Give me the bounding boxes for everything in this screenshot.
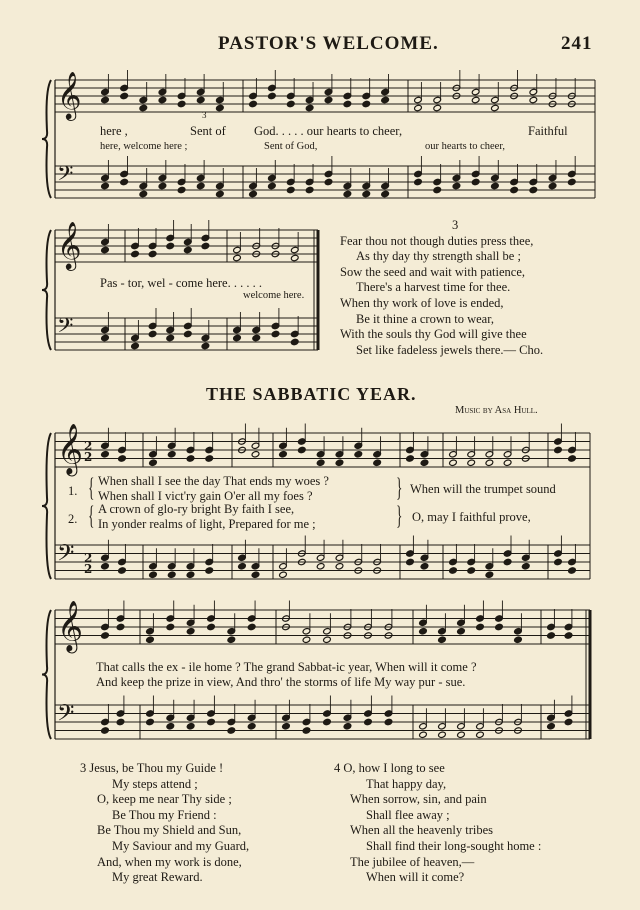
note-head <box>233 334 242 341</box>
note-head <box>467 567 476 574</box>
note-head <box>568 178 577 185</box>
note-head <box>503 558 512 565</box>
note-head <box>101 96 110 103</box>
note-head <box>302 727 311 734</box>
verse-line: When will it come? <box>366 870 465 885</box>
note-head <box>384 718 393 725</box>
note-head <box>514 636 523 643</box>
treble-clef: 𝄞 <box>57 69 82 119</box>
lyric-lower: here, welcome here ; <box>100 141 188 152</box>
system-brace <box>42 433 51 579</box>
brace: { <box>88 473 95 502</box>
note-head <box>335 563 344 570</box>
lyric-line: When shall I vict'ry gain O'er all my foes ? <box>98 489 313 503</box>
note-head <box>233 254 242 261</box>
brace: { <box>88 501 95 530</box>
note-head <box>177 186 186 193</box>
note-head <box>414 178 423 185</box>
verse-line: Be Thou my Shield and Sun, <box>97 823 242 838</box>
note-head <box>166 334 175 341</box>
note-head <box>184 246 193 253</box>
time-signature-top: 2 <box>84 551 93 565</box>
verse-line: Be Thou my Friend : <box>112 807 217 822</box>
note-head <box>406 455 415 462</box>
note-head <box>554 446 563 453</box>
lyric-line: When shall I see the day That ends my woes ? <box>98 474 329 488</box>
note-head <box>323 718 332 725</box>
system-brace <box>42 610 51 739</box>
note-head <box>503 459 512 466</box>
verse-line: Shall flee away ; <box>366 807 450 822</box>
verse-number: 4 <box>334 761 341 775</box>
note-head <box>564 718 573 725</box>
note-head <box>286 186 295 193</box>
bass-clef: 𝄢 <box>57 161 74 192</box>
verse-line: When thy work of love is ended, <box>340 295 504 310</box>
verse-line: Shall find their long-sought home : <box>366 838 542 853</box>
note-head <box>381 96 390 103</box>
verse-line: When sorrow, sin, and pain <box>350 792 487 807</box>
note-head <box>433 186 442 193</box>
note-head <box>547 723 556 730</box>
note-head <box>131 250 140 257</box>
verse-line: Set like fadeless jewels there.— Cho. <box>356 342 544 357</box>
note-head <box>305 104 314 111</box>
note-head <box>495 623 504 630</box>
verse-line: And, when my work is done, <box>97 854 242 869</box>
note-head <box>167 571 176 578</box>
note-head <box>457 731 466 738</box>
verse-line: The jubilee of heaven,— <box>350 854 475 869</box>
verse-line: Fear thou not though duties press thee, <box>340 233 534 248</box>
note-head <box>529 186 538 193</box>
sabbatic-verse-3 <box>80 761 249 886</box>
note-head <box>316 459 325 466</box>
note-head <box>207 623 216 630</box>
note-head <box>302 636 311 643</box>
note-head <box>476 623 485 630</box>
note-head <box>354 451 363 458</box>
note-head <box>186 628 195 635</box>
note-head <box>323 636 332 643</box>
composer-credit: Music by Asa Hull. <box>455 405 538 416</box>
note-head <box>207 718 216 725</box>
note-head <box>491 182 500 189</box>
note-head <box>471 178 480 185</box>
bass-clef: 𝄢 <box>57 540 75 572</box>
note-head <box>139 104 148 111</box>
note-head <box>476 731 485 738</box>
note-head <box>227 727 236 734</box>
note-head <box>471 96 480 103</box>
verse-line: My steps attend ; <box>112 776 198 791</box>
note-head <box>227 636 236 643</box>
note-head <box>364 718 373 725</box>
note-head <box>547 632 556 639</box>
note-head <box>120 92 129 99</box>
note-head <box>568 567 577 574</box>
lyric-line: That calls the ex - ile home ? The grand Sabbat-ic year, When will it come ? <box>96 660 477 674</box>
note-head <box>449 459 458 466</box>
time-signature-top: 2 <box>84 439 93 453</box>
note-head <box>118 455 127 462</box>
note-head <box>419 628 428 635</box>
note-head <box>522 563 531 570</box>
verse-number: 3 <box>80 761 87 775</box>
note-head <box>196 182 205 189</box>
time-signature-bottom: 2 <box>84 450 93 464</box>
brace: } <box>396 473 403 502</box>
note-head <box>116 718 125 725</box>
note-head <box>282 723 291 730</box>
lyric-continuation: O, may I faithful prove, <box>412 510 531 524</box>
note-head <box>196 96 205 103</box>
note-head <box>101 182 110 189</box>
note-head <box>166 623 175 630</box>
note-head <box>158 182 167 189</box>
note-head <box>120 178 129 185</box>
treble-clef: 𝄞 <box>57 600 84 652</box>
note-head <box>146 718 155 725</box>
note-head <box>148 250 157 257</box>
note-head <box>491 104 500 111</box>
note-head <box>419 731 428 738</box>
verse-line-text: Jesus, be Thou my Guide ! <box>89 761 224 775</box>
note-head <box>177 100 186 107</box>
note-head <box>118 567 127 574</box>
triplet-mark: 3 <box>202 110 207 120</box>
note-head <box>101 632 110 639</box>
note-head <box>271 330 280 337</box>
note-head <box>101 334 110 341</box>
lyric-lower: welcome here. <box>243 290 305 301</box>
note-head <box>238 563 247 570</box>
note-head <box>406 558 415 565</box>
lyric-lower: our hearts to cheer, <box>425 141 506 152</box>
note-head <box>149 571 158 578</box>
page-number: 241 <box>561 33 593 54</box>
brace: } <box>396 501 403 530</box>
note-head <box>247 623 256 630</box>
lyric-upper: Sent of <box>190 124 226 138</box>
note-head <box>485 459 494 466</box>
note-head <box>414 104 423 111</box>
note-head <box>101 563 110 570</box>
hymn-title: THE SABBATIC YEAR. <box>206 384 417 404</box>
note-head <box>249 100 258 107</box>
treble-clef: 𝄞 <box>57 423 84 475</box>
note-head <box>335 459 344 466</box>
note-head <box>247 723 256 730</box>
verse-line: As thy day thy strength shall be ; <box>356 249 521 264</box>
note-head <box>149 459 158 466</box>
time-signature-bottom: 2 <box>84 562 93 576</box>
lyric-lower: Sent of God, <box>264 141 318 152</box>
verse-line-text: O, how I long to see <box>343 761 445 775</box>
note-head <box>101 727 110 734</box>
note-head <box>324 96 333 103</box>
note-head <box>148 330 157 337</box>
note-head <box>268 182 277 189</box>
note-head <box>252 334 261 341</box>
note-head <box>381 190 390 197</box>
bass-clef: 𝄢 <box>57 313 74 344</box>
verse-line: Be it thine a crown to wear, <box>356 311 494 326</box>
note-head <box>457 628 466 635</box>
note-head <box>316 563 325 570</box>
note-head <box>343 100 352 107</box>
note-head <box>279 571 288 578</box>
note-head <box>101 246 110 253</box>
treble-clef: 𝄞 <box>57 219 82 269</box>
note-head <box>146 636 155 643</box>
note-head <box>184 330 193 337</box>
note-head <box>186 723 195 730</box>
note-head <box>343 723 352 730</box>
verse-line <box>334 761 541 777</box>
note-head <box>131 342 140 349</box>
lyric-upper: Pas - tor, wel - come here. . . . . . <box>100 276 262 290</box>
note-head <box>101 451 110 458</box>
note-head <box>420 459 429 466</box>
note-head <box>564 632 573 639</box>
note-head <box>286 100 295 107</box>
note-head <box>116 623 125 630</box>
note-head <box>166 723 175 730</box>
note-head <box>554 558 563 565</box>
note-head <box>467 459 476 466</box>
verse-line: My Saviour and my Guard, <box>112 838 250 853</box>
lyric-line: In yonder realms of light, Prepared for me ; <box>98 517 316 531</box>
bass-clef: 𝄢 <box>57 700 75 732</box>
verse-line: Sow the seed and wait with patience, <box>340 264 526 279</box>
stanza-number: 2. <box>68 512 78 526</box>
stanza-number: 1. <box>68 484 78 498</box>
note-head <box>324 178 333 185</box>
note-head <box>362 190 371 197</box>
note-head <box>186 455 195 462</box>
verse-line <box>80 761 249 777</box>
verse-line: O, keep me near Thy side ; <box>97 792 232 807</box>
note-head <box>529 96 538 103</box>
note-head <box>201 342 210 349</box>
note-head <box>305 186 314 193</box>
note-head <box>485 571 494 578</box>
note-head <box>249 190 258 197</box>
verse-line: When all the heavenly tribes <box>350 823 493 838</box>
note-head <box>568 455 577 462</box>
note-head <box>548 182 557 189</box>
note-head <box>251 571 260 578</box>
note-head <box>158 96 167 103</box>
verse-line: That happy day, <box>366 776 447 791</box>
note-head <box>420 563 429 570</box>
note-head <box>216 190 225 197</box>
note-head <box>298 446 307 453</box>
system-brace <box>42 230 51 350</box>
lyric-upper: God. . . . . our hearts to cheer, <box>254 124 403 138</box>
sabbatic-verse-4 <box>334 761 541 886</box>
note-head <box>186 571 195 578</box>
note-head <box>201 242 210 249</box>
page-title: PASTOR'S WELCOME. <box>218 33 439 54</box>
note-head <box>290 254 299 261</box>
lyric-line: And keep the prize in view, And thro' the storms of life My way pur - sue. <box>96 675 466 689</box>
verse-line: My great Reward. <box>112 870 203 885</box>
verse-number: 3 <box>452 218 459 232</box>
note-head <box>438 731 447 738</box>
note-head <box>433 104 442 111</box>
note-head <box>167 451 176 458</box>
note-head <box>452 182 461 189</box>
note-head <box>373 459 382 466</box>
pastors-welcome-verse-3 <box>340 218 543 358</box>
verse-line: With the souls thy God will give thee <box>340 327 527 342</box>
system-brace <box>42 80 51 198</box>
lyric-continuation: When will the trumpet sound <box>410 482 556 496</box>
note-head <box>290 338 299 345</box>
note-head <box>510 186 519 193</box>
note-head <box>139 190 148 197</box>
verse-line: There's a harvest time for thee. <box>356 280 511 295</box>
lyric-line: A crown of glo-ry bright By faith I see, <box>98 502 295 516</box>
lyric-upper: here , <box>100 124 128 138</box>
note-head <box>216 104 225 111</box>
note-head <box>438 636 447 643</box>
note-head <box>205 455 214 462</box>
note-head <box>205 567 214 574</box>
note-head <box>166 242 175 249</box>
note-head <box>251 451 260 458</box>
note-head <box>279 451 288 458</box>
note-head <box>449 567 458 574</box>
note-head <box>268 92 277 99</box>
note-head <box>362 100 371 107</box>
note-head <box>343 190 352 197</box>
lyric-upper: Faithful <box>528 124 568 138</box>
